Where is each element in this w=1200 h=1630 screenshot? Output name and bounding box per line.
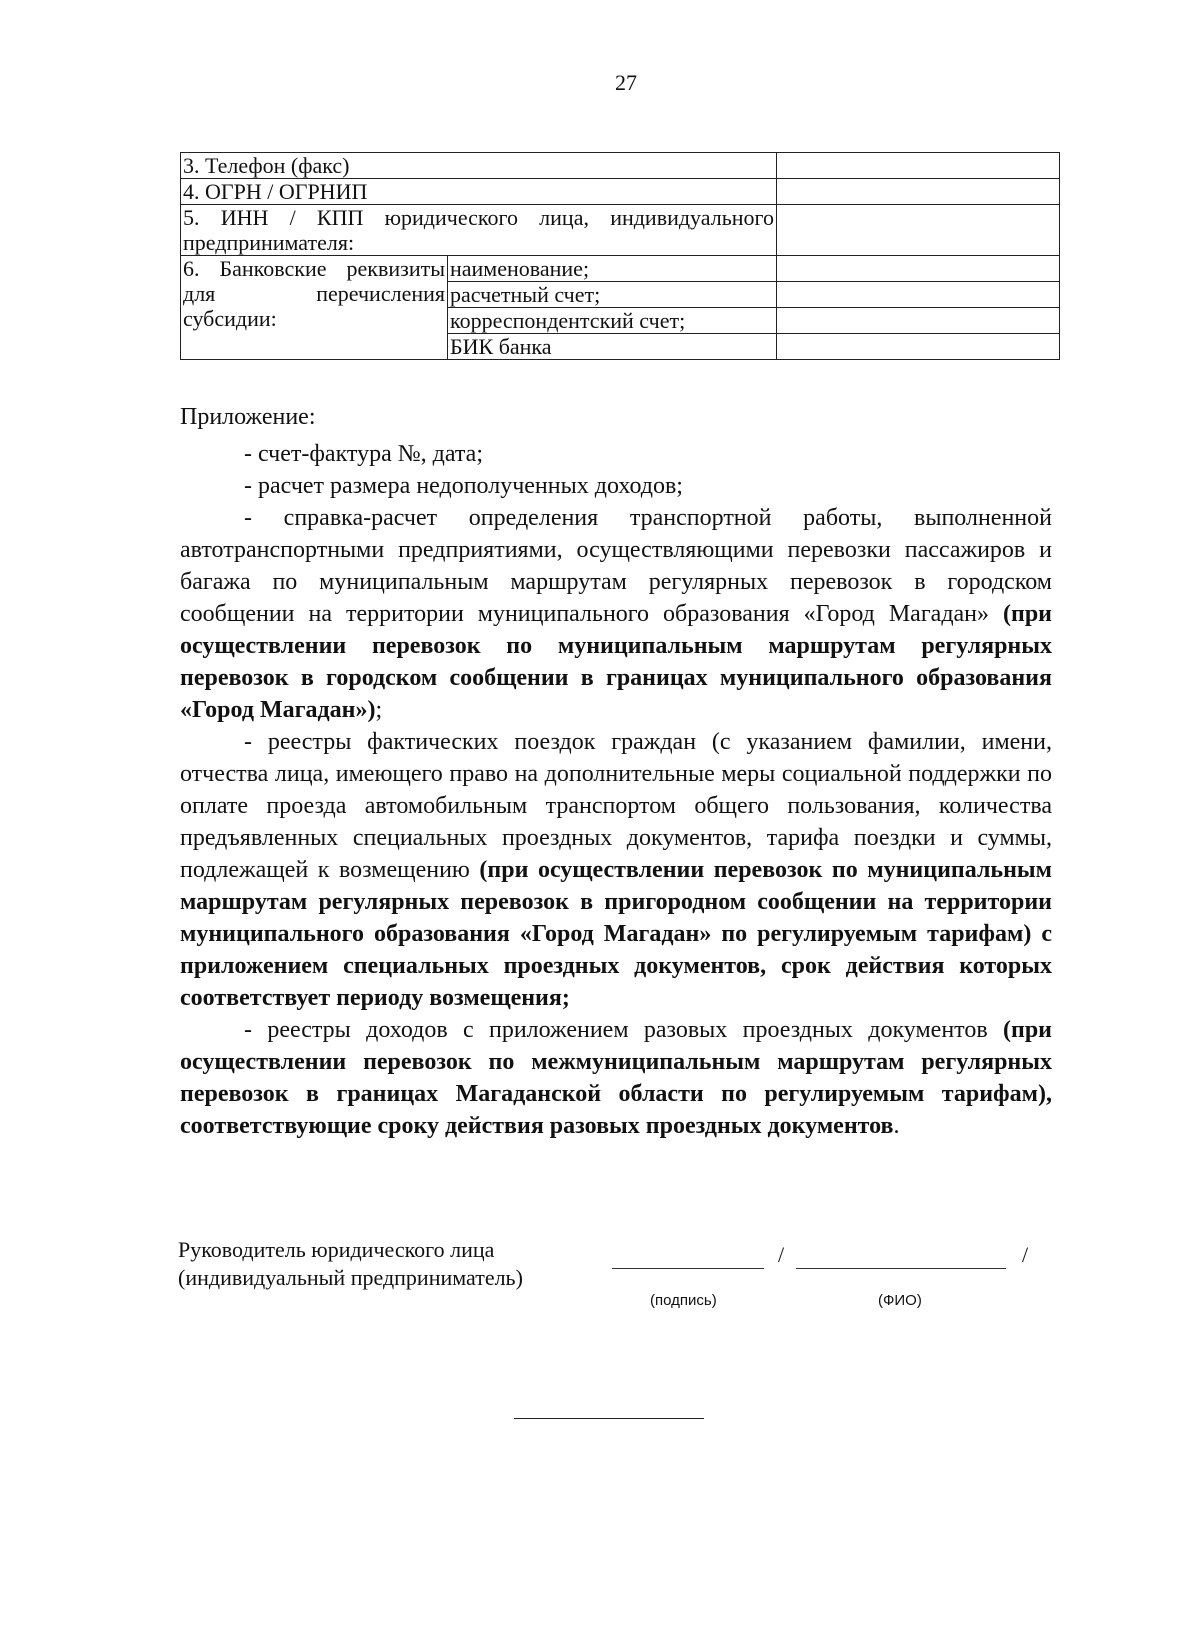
attachment-item-income-registers <box>180 1014 1052 1142</box>
ogrn-label: 4. ОГРН / ОГРНИП <box>181 179 777 205</box>
item5-end: . <box>893 1113 900 1139</box>
requisites-table <box>180 152 1060 360</box>
end-divider <box>514 1418 704 1419</box>
corr-account-label: корреспондентский счет; <box>448 308 777 334</box>
inn-value-cell <box>777 205 1060 256</box>
page-number: 27 <box>615 70 637 95</box>
phone-label: 3. Телефон (факс) <box>181 153 777 179</box>
table-row <box>181 179 1060 205</box>
inn-label: 5. ИНН / КПП юридического лица, индивидуального предпринимателя: <box>181 205 777 256</box>
item5-bold-text: (при осуществлении перевозок по межмуниципальным маршрутам регулярных перевозок в границах Магаданской области по регулируемым тарифам), соответствующие сроку действия разовых проездных документов <box>180 1017 1053 1139</box>
bik-value-cell <box>777 334 1060 360</box>
name-line <box>796 1268 1006 1269</box>
signature-caption: (подпись) <box>650 1292 717 1309</box>
item3-end: ; <box>375 697 383 723</box>
attachment-item-trip-registers <box>180 726 1052 1014</box>
account-value-cell <box>777 282 1060 308</box>
table-row <box>181 205 1060 256</box>
item3-text: - справка-расчет определения транспортной работы, выполненной автотранспортными предприятиями, осуществляющими перевозки пассажиров и багажа по муниципальным маршрутам регулярных перевозок в городском сообщении на территории муниципального образования «Город Магадан» <box>180 505 1052 627</box>
table-row <box>181 153 1060 179</box>
item4-bold-text: (при осуществлении перевозок по муниципальным маршрутам регулярных перевозок в пригородном сообщении на территории муниципального образования «Город Магадан» по регулируемым тарифам) с приложением специальных проездных документов, срок действия которых соответствует периоду возмещения; <box>180 857 1053 1011</box>
name-slash: / <box>1022 1242 1029 1267</box>
account-label: расчетный счет; <box>448 282 777 308</box>
phone-value-cell <box>777 153 1060 179</box>
attachments-title: Приложение: <box>180 404 316 430</box>
bank-name-value-cell <box>777 256 1060 282</box>
item3-bold-text: (при осуществлении перевозок по муниципальным маршрутам регулярных перевозок в городском сообщении в границах муниципального образования «Город Магадан») <box>180 601 1052 723</box>
bank-details-label: 6. Банковские реквизиты для перечисления субсидии: <box>181 256 448 360</box>
attachment-item-transport-work <box>180 502 1052 726</box>
signatory-line1: Руководитель юридического лица <box>178 1237 495 1262</box>
signature-line <box>612 1268 764 1269</box>
attachment-item-income-calc: - расчет размера недополученных доходов; <box>244 473 683 499</box>
table-row <box>181 256 1060 282</box>
bank-name-label: наименование; <box>448 256 777 282</box>
item4-text: - реестры фактических поездок граждан (с указанием фамилии, имени, отчества лица, имеющего право на дополнительные меры социальной поддержки по оплате проезда автомобильным транспортом общего пользования, количества предъявленных специальных проездных документов, тарифа поездки и суммы, подлежащей к возмещению <box>180 729 1052 883</box>
name-caption: (ФИО) <box>878 1292 922 1309</box>
signatory-line2: (индивидуальный предприниматель) <box>178 1265 523 1290</box>
signature-slash: / <box>778 1242 785 1267</box>
attachment-item-invoice: - счет-фактура №, дата; <box>244 441 483 467</box>
corr-account-value-cell <box>777 308 1060 334</box>
item5-text: - реестры доходов с приложением разовых проездных документов <box>244 1017 988 1043</box>
signatory-label <box>178 1236 523 1292</box>
ogrn-value-cell <box>777 179 1060 205</box>
bik-label: БИК банка <box>448 334 777 360</box>
attachments-list <box>180 438 1052 1142</box>
